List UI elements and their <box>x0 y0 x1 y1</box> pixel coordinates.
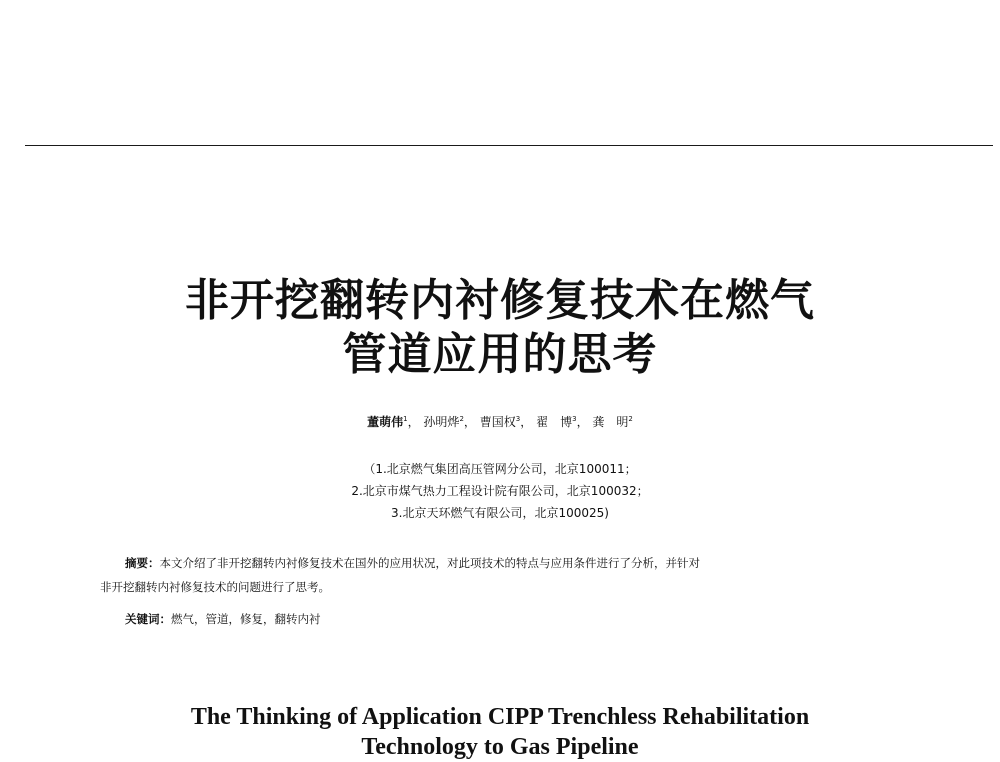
chinese-title-line-1: 非开挖翻转内衬修复技术在燃气 <box>185 275 815 327</box>
author-affiliation-mark: 1 <box>403 415 408 423</box>
abstract <box>100 551 905 599</box>
keywords <box>125 609 905 629</box>
author-separator: ， <box>520 415 533 429</box>
author-name: 曹国权 <box>479 415 516 429</box>
abstract-line-2: 非开挖翻转内衬修复技术的问题进行了思考。 <box>100 580 330 594</box>
english-title <box>0 702 1000 762</box>
author-name: 翟 博 <box>536 415 573 429</box>
author-name: 龚 明 <box>592 415 629 429</box>
keywords-label: 关键词： <box>125 612 171 626</box>
author-separator: ， <box>576 415 589 429</box>
english-title-line-1: The Thinking of Application CIPP Trenchless Rehabilitation <box>190 703 810 730</box>
author-name: 孙明烨 <box>423 415 460 429</box>
affiliation-line: （1.北京燃气集团高压管网分公司，北京100011； <box>363 462 637 476</box>
header-rule <box>25 145 993 146</box>
author-list <box>0 414 1000 430</box>
author-separator: ， <box>407 415 420 429</box>
affiliation-line: 2.北京市煤气热力工程设计院有限公司，北京100032； <box>351 484 649 498</box>
author-affiliation-mark: 2 <box>459 415 464 423</box>
author-affiliation-mark: 2 <box>628 415 633 423</box>
author-separator: ， <box>463 415 476 429</box>
chinese-title <box>0 274 1000 382</box>
chinese-title-line-2: 管道应用的思考 <box>342 329 658 381</box>
abstract-line-1 <box>125 551 905 575</box>
author-affiliation-mark: 3 <box>572 415 577 423</box>
author-affiliation-mark: 3 <box>515 415 521 423</box>
abstract-text: 本文介绍了非开挖翻转内衬修复技术在国外的应用状况，对此项技术的特点与应用条件进行了分析，并针对 <box>159 556 700 570</box>
keywords-text: 燃气，管道，修复，翻转内衬 <box>171 612 321 626</box>
english-title-line-2: Technology to Gas Pipeline <box>361 733 639 760</box>
author-name: 董萌伟 <box>367 415 404 429</box>
affiliation-line: 3.北京天环燃气有限公司，北京100025) <box>391 506 609 520</box>
affiliation-list <box>0 458 1000 524</box>
abstract-label: 摘要： <box>125 556 160 570</box>
